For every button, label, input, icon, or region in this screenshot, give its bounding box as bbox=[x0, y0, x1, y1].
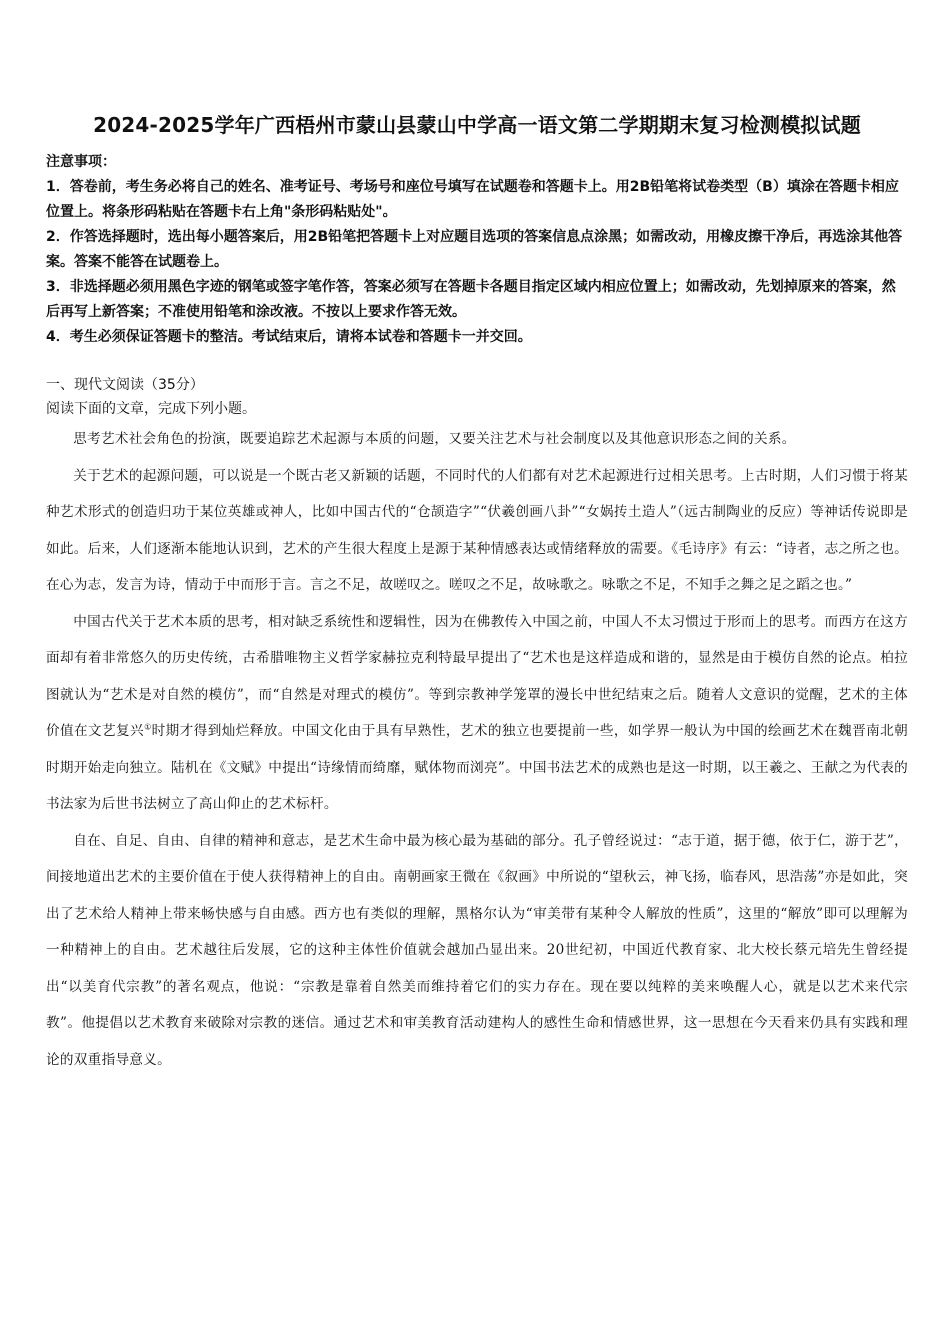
article-text: 时期才得到灿烂释放。中国文化由于具有早熟性，艺术的独立也要提前一些，如学界一般认为中国的绘画艺术在魏晋南北朝时期开始走向独立。陆机在《文赋》中提出“诗缘情而绮靡，赋体物而浏亮”。中国书法艺术的成熟也是这一时期，以王羲之、王献之为代表的书法家为后世书法树立了高山仰止的艺术标杆。 bbox=[46, 723, 909, 812]
article-paragraph: 关于艺术的起源问题，可以说是一个既古老又新颖的话题，不同时代的人们都有对艺术起源进行过相关思考。上古时期，人们习惯于将某种艺术形式的创造归功于某位英雄或神人，比如中国古代的“仓颉造字”“伏羲创画八卦”“女娲抟土造人”（远古制陶业的反应）等神话传说即是如此。后来，人们逐渐本能地认识到，艺术的产生很大程度上是源于某种情感表达或情绪释放的需要。《毛诗序》有云：“诗者，志之所之也。在心为志，发言为诗，情动于中而形于言。言之不足，故嗟叹之。嗟叹之不足，故咏歌之。咏歌之不足，不知手之舞之足之蹈之也。” bbox=[46, 467, 908, 593]
article-paragraph: 自在、自足、自由、自律的精神和意志，是艺术生命中最为核心最为基础的部分。孔子曾经说过：“志于道，据于德，依于仁，游于艺”，间接地道出艺术的主要价值在于使人获得精神上的自由。南朝画家王微在《叙画》中所说的“望秋云，神飞扬，临春风，思浩荡”亦是如此，突出了艺术给人精神上带来畅快感与自由感。西方也有类似的理解，黑格尔认为“审美带有某种令人解放的性质”，这里的“解放”即可以理解为一种精神上的自由。艺术越往后发展，它的这种主体性价值就会越加凸显出来。20世纪初，中国近代教育家、北大校长蔡元培先生曾经提出“以美育代宗教”的著名观点，他说：“宗教是靠着自然美而维持着它们的实力存在。现在要以纯粹的美来唤醒人心，就是以艺术来代宗教”。他提倡以艺术教育来破除对宗教的迷信。通过艺术和审美教育活动建构人的感性生命和情感世界，这一思想在今天看来仍具有实践和理论的双重指导意义。 bbox=[46, 832, 909, 1068]
reading-article bbox=[46, 421, 908, 1078]
article-paragraph: 思考艺术社会角色的扮演，既要追踪艺术起源与本质的问题，又要关注艺术与社会制度以及其他意识形态之间的关系。 bbox=[73, 431, 796, 447]
notice-item: 2．作答选择题时，选出每小题答案后，用2B铅笔把答题卡上对应题目选项的答案信息点涂黑；如需改动，用橡皮擦干净后，再选涂其他答案。答案不能答在试题卷上。 bbox=[46, 229, 903, 270]
notice-item: 4．考生必须保证答题卡的整洁。考试结束后，请将本试卷和答题卡一并交回。 bbox=[46, 329, 532, 345]
footnote-marker: ① bbox=[144, 722, 152, 732]
article-text: 中国古代关于艺术本质的思考，相对缺乏系统性和逻辑性，因为在佛教传入中国之前，中国人不太习惯过于形而上的思考。而西方在这方面却有着非常悠久的历史传统，古希腊唯物主义哲学家赫拉克利特最早提出了“艺术也是这样造成和谐的，显然是由于模仿自然的论点。柏拉图就认为“艺术是对自然的模仿”，而“自然是对理式的模仿”。等到宗教神学笼罩的漫长中世纪结束之后。随着人文意识的觉醒，艺术的主体价值在文艺复兴 bbox=[46, 613, 908, 739]
section-instruction: 阅读下面的文章，完成下列小题。 bbox=[46, 401, 256, 417]
article-paragraph bbox=[46, 604, 908, 823]
exam-page bbox=[46, 108, 908, 1078]
notice-item: 1．答卷前，考生务必将自己的姓名、准考证号、考场号和座位号填写在试题卷和答题卡上。用2B铅笔将试卷类型（B）填涂在答题卡相应位置上。将条形码粘贴在答题卡右上角"条形码粘贴处"。 bbox=[46, 179, 899, 220]
section-heading: 一、现代文阅读（35分） bbox=[46, 377, 204, 393]
notice-item: 3．非选择题必须用黑色字迹的钢笔或签字笔作答，答案必须写在答题卡各题目指定区域内相应位置上；如需改动，先划掉原来的答案，然后再写上新答案；不准使用铅笔和涂改液。不按以上要求作答无效。 bbox=[46, 279, 896, 320]
exam-title: 2024-2025学年广西梧州市蒙山县蒙山中学高一语文第二学期期末复习检测模拟试题 bbox=[93, 113, 861, 137]
notice-section bbox=[46, 150, 908, 350]
notice-heading: 注意事项： bbox=[46, 154, 116, 170]
